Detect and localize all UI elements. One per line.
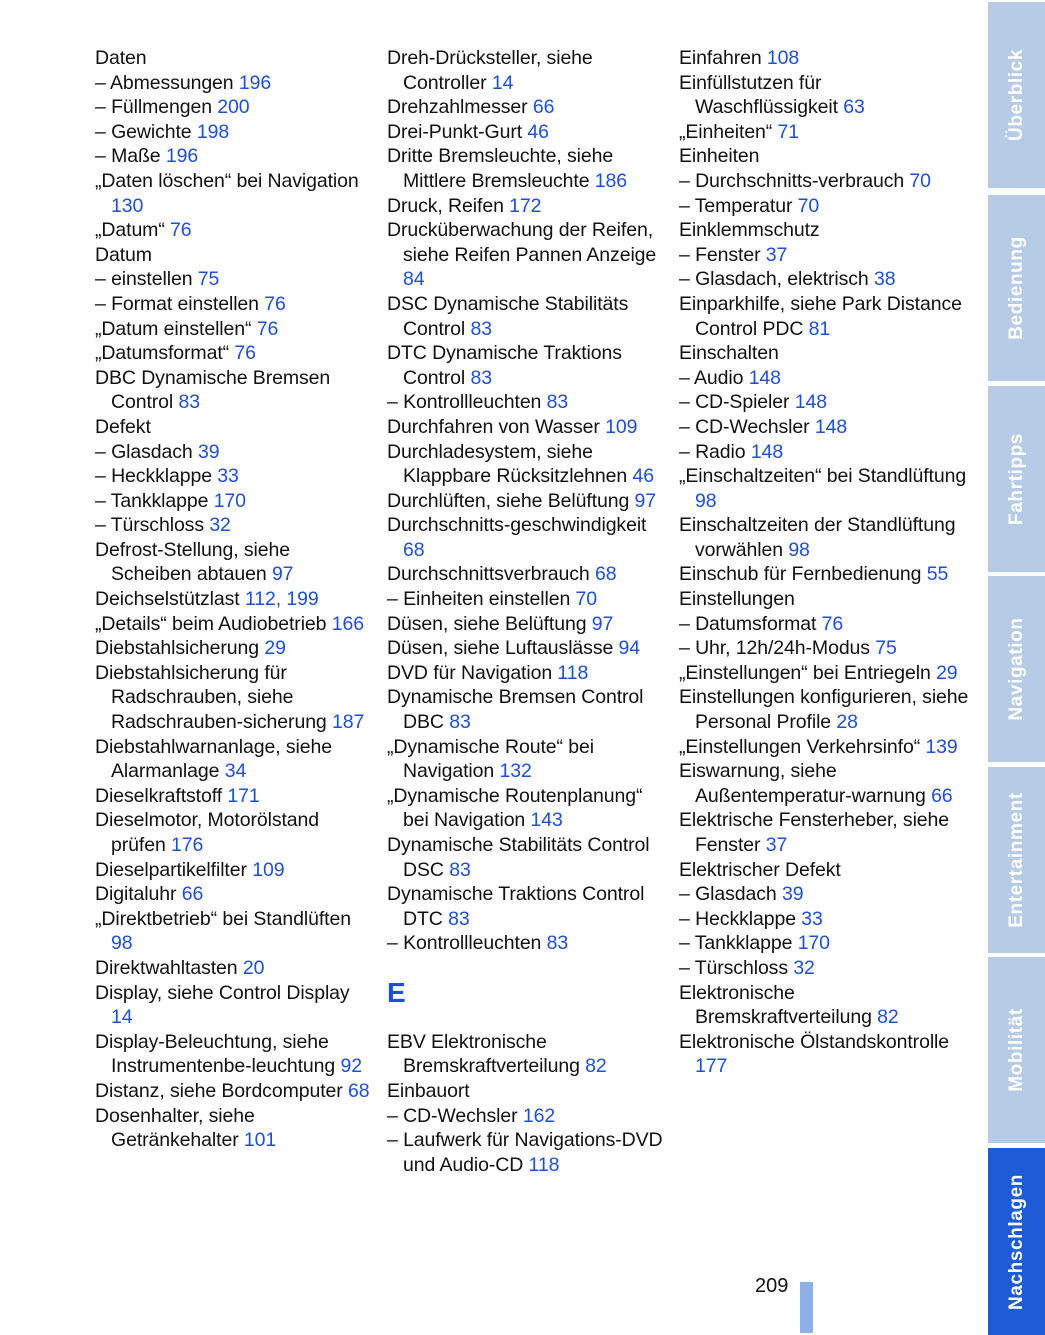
index-entry	[387, 1030, 667, 1079]
index-term: Durchschnitts-geschwindigkeit	[387, 514, 647, 537]
page-reference-link[interactable]: 118	[557, 661, 589, 684]
index-term: Elektronische Bremskraftverteilung	[679, 981, 878, 1029]
index-entry	[679, 956, 969, 981]
index-term: Druck, Reifen	[387, 194, 510, 217]
page-reference-link[interactable]: 132	[499, 760, 532, 783]
page-reference-link[interactable]: 170	[213, 489, 246, 512]
page-reference-link[interactable]: 33	[217, 465, 239, 488]
index-term: Düsen, siehe Luftauslässe	[387, 637, 619, 660]
page-reference-link[interactable]: 34	[224, 760, 247, 783]
index-entry	[679, 808, 969, 857]
index-entry	[95, 882, 375, 907]
page-reference-link[interactable]: 83	[178, 391, 200, 414]
index-entry	[95, 907, 375, 956]
page-reference-link[interactable]: 177	[695, 1055, 728, 1078]
index-entry	[95, 415, 375, 440]
index-term: Deichselstützlast	[95, 588, 245, 611]
index-term: Drei-Punkt-Gurt	[387, 120, 528, 143]
index-entry	[95, 784, 375, 809]
page-reference-link[interactable]: 14	[491, 71, 514, 94]
index-term: „Dynamische Routenplanung“ bei Navigation	[387, 784, 643, 832]
index-term: – CD-Spieler	[679, 391, 795, 414]
page-reference-link[interactable]: 83	[546, 932, 569, 955]
page-reference-link[interactable]: 70	[909, 169, 931, 192]
index-column-2	[387, 46, 667, 1177]
index-entry	[95, 440, 375, 465]
index-entry	[387, 489, 667, 514]
index-term: Einschub für Fernbedienung	[679, 563, 927, 586]
page-number: 209	[755, 1275, 789, 1297]
page-reference-link[interactable]: 68	[348, 1079, 370, 1102]
page-reference-link[interactable]: 46	[632, 465, 654, 488]
index-entry	[387, 661, 667, 686]
chapter-tab-5[interactable]	[988, 957, 1045, 1143]
index-entry	[679, 440, 969, 465]
index-term: – Heckklappe	[95, 465, 218, 488]
index-term: Drehzahlmesser	[387, 96, 533, 119]
page-reference-link[interactable]: 38	[873, 268, 896, 291]
page-reference-link[interactable]: 92	[340, 1055, 362, 1078]
index-entry	[679, 218, 969, 243]
index-entry	[95, 169, 375, 218]
index-term: Display, siehe Control Display	[95, 981, 350, 1004]
index-entry	[387, 882, 667, 931]
page-reference-link[interactable]: 37	[765, 243, 788, 266]
index-term: Einfüllstutzen für Waschflüssigkeit	[679, 71, 844, 119]
index-term: Durchlüften, siehe Belüftung	[387, 489, 635, 512]
chapter-tab-label: Bedienung	[1005, 236, 1027, 340]
index-entry	[95, 1030, 375, 1079]
index-term: Einstellungen konfigurieren, siehe Personal Profile	[679, 686, 969, 734]
page-reference-link[interactable]: 46	[527, 120, 549, 143]
index-term: – Tankklappe	[95, 489, 214, 512]
index-entry	[387, 833, 667, 882]
page-reference-link[interactable]: 82	[585, 1055, 607, 1078]
index-entry	[95, 317, 375, 342]
index-term: „Direktbetrieb“ bei Standlüften	[95, 907, 351, 930]
page-reference-link[interactable]: 94	[618, 637, 641, 660]
index-term: Dynamische Bremsen Control DBC	[387, 686, 644, 734]
index-column-3	[679, 46, 969, 1079]
page-reference-link[interactable]: 70	[797, 194, 820, 217]
index-entry	[95, 243, 375, 268]
index-entry	[95, 489, 375, 514]
chapter-tab-4[interactable]	[988, 767, 1045, 953]
index-entry	[679, 464, 969, 513]
index-entry	[387, 46, 667, 95]
index-term: – Uhr, 12h/24h-Modus	[679, 637, 876, 660]
page-reference-link[interactable]: 81	[808, 317, 831, 340]
page-reference-link[interactable]: 76	[821, 612, 844, 635]
page-reference-link[interactable]: 84	[403, 268, 425, 291]
index-term: – CD-Wechsler	[387, 1104, 523, 1127]
page-reference-link[interactable]: 28	[836, 711, 858, 734]
index-term: – Türschloss	[95, 514, 210, 537]
index-entry	[387, 1104, 667, 1129]
index-letter-heading: E	[387, 976, 406, 1008]
page-reference-link[interactable]: 37	[765, 834, 788, 856]
page-reference-link[interactable]: 83	[546, 391, 569, 414]
index-entry	[95, 981, 375, 1030]
page-reference-link[interactable]: 109	[252, 858, 285, 881]
index-entry	[679, 169, 969, 194]
index-term: DVD für Navigation	[387, 661, 558, 684]
index-term: – Format einstellen	[95, 292, 265, 315]
page-reference-link[interactable]: 187	[332, 711, 365, 734]
page-reference-link[interactable]: 83	[448, 907, 470, 930]
index-term: – Temperatur	[679, 194, 798, 217]
index-term: – Maße	[95, 145, 166, 168]
page-reference-link[interactable]: 148	[750, 440, 784, 463]
page-reference-link[interactable]: 130	[111, 194, 144, 217]
page-reference-link[interactable]: 68	[403, 538, 425, 561]
index-entry	[387, 1079, 667, 1104]
index-term: – Abmessungen	[95, 71, 239, 94]
index-term: Defekt	[95, 415, 151, 438]
page-reference-link[interactable]: 33	[801, 907, 823, 930]
index-term: – einstellen	[95, 268, 198, 291]
index-term: Dosenhalter, siehe Getränkehalter	[95, 1104, 255, 1152]
index-term: Elektronische Ölstandskontrolle	[679, 1030, 950, 1053]
index-entry	[387, 735, 667, 784]
index-entry	[95, 808, 375, 857]
index-entry	[387, 636, 667, 661]
index-entry	[387, 194, 667, 219]
index-term: „Datum“	[95, 219, 171, 242]
index-entry	[679, 243, 969, 268]
page-reference-link[interactable]: 162	[522, 1104, 556, 1127]
index-entry	[95, 1104, 375, 1153]
index-entry	[387, 415, 667, 440]
page-reference-link[interactable]: 76	[170, 219, 192, 242]
index-term: Einschalten	[679, 342, 779, 365]
index-entry	[95, 120, 375, 145]
index-term: Düsen, siehe Belüftung	[387, 612, 592, 635]
index-term: DSC Dynamische Stabilitäts Control	[387, 292, 629, 340]
index-term: – Fenster	[679, 243, 766, 266]
index-term: Datum	[95, 243, 152, 266]
index-entry	[387, 341, 667, 390]
page-reference-link[interactable]: 63	[843, 96, 865, 119]
index-term: DBC Dynamische Bremsen Control	[95, 366, 331, 414]
index-term: Einheiten	[679, 145, 760, 168]
page-reference-link[interactable]: 139	[925, 735, 958, 758]
chapter-tab-6[interactable]	[988, 1148, 1045, 1335]
index-entry	[387, 513, 667, 562]
index-term: – Glasdach, elektrisch	[679, 268, 874, 291]
index-term: Diebstahlwarnanlage, siehe Alarmanlage	[95, 735, 332, 783]
index-entry	[387, 144, 667, 193]
index-entry	[95, 144, 375, 169]
index-entry	[95, 46, 375, 71]
index-term: – Tankklappe	[679, 932, 798, 955]
index-term: – Füllmengen	[95, 96, 218, 119]
index-term: Daten	[95, 47, 147, 69]
index-term: „Details“ beim Audiobetrieb	[95, 612, 332, 635]
page-reference-link[interactable]: 39	[197, 440, 220, 463]
index-term: Diebstahlsicherung	[95, 637, 265, 660]
index-entry	[679, 759, 969, 808]
index-entry	[95, 95, 375, 120]
page-reference-link[interactable]: 186	[594, 169, 628, 192]
index-term: Einbauort	[387, 1079, 470, 1102]
index-term: – Türschloss	[679, 956, 794, 979]
index-entry	[387, 931, 667, 956]
index-term: Elektrische Fensterheber, siehe Fenster	[679, 809, 950, 856]
index-term: „Einschaltzeiten“ bei Standlüftung	[679, 465, 967, 488]
index-entry	[679, 661, 969, 686]
index-entry	[679, 735, 969, 760]
chapter-tab-label: Mobilität	[1005, 1008, 1027, 1092]
index-term: Direktwahltasten	[95, 956, 243, 979]
page-reference-link[interactable]: 83	[449, 711, 471, 734]
page-reference-link[interactable]: 55	[926, 563, 949, 586]
page-reference-link[interactable]: 98	[111, 932, 133, 955]
index-term: – Audio	[679, 366, 749, 389]
index-entry	[679, 513, 969, 562]
index-term: – Kontrollleuchten	[387, 391, 547, 414]
chapter-tab-0[interactable]	[988, 2, 1045, 188]
index-entry	[679, 390, 969, 415]
index-entry	[679, 562, 969, 587]
page-reference-link[interactable]: 97	[591, 612, 614, 635]
index-term: – Datumsformat	[679, 612, 822, 635]
page-reference-link[interactable]: 108	[766, 47, 800, 69]
page-reference-link[interactable]: 148	[794, 391, 827, 414]
page-reference-link[interactable]: 109	[605, 415, 638, 438]
chapter-tab-2[interactable]	[988, 386, 1045, 572]
index-entry	[95, 956, 375, 981]
index-entry	[95, 858, 375, 883]
page-reference-link[interactable]: 20	[242, 956, 265, 979]
index-term: – Gewichte	[95, 120, 197, 143]
index-entry	[679, 292, 969, 341]
index-entry	[95, 292, 375, 317]
index-entry	[387, 95, 667, 120]
index-term: Einstellungen	[679, 588, 795, 611]
index-entry	[387, 1128, 667, 1177]
index-term: Distanz, siehe Bordcomputer	[95, 1079, 348, 1102]
page-reference-link[interactable]: 39	[781, 883, 804, 906]
chapter-tab-1[interactable]	[988, 195, 1045, 381]
index-entry	[387, 685, 667, 734]
page-reference-link[interactable]: 112, 199	[244, 588, 319, 611]
page-reference-link[interactable]: 143	[530, 809, 563, 832]
index-term: Einklemmschutz	[679, 219, 820, 242]
page-reference-link[interactable]: 118	[528, 1153, 560, 1176]
index-term: Drucküberwachung der Reifen, siehe Reifen Pannen Anzeige	[387, 219, 657, 266]
index-term: Einschaltzeiten der Standlüftung vorwählen	[679, 514, 956, 561]
index-entry	[95, 71, 375, 96]
page-reference-link[interactable]: 66	[532, 96, 555, 119]
page-reference-link[interactable]: 97	[271, 563, 294, 586]
index-term: DTC Dynamische Traktions Control	[387, 342, 622, 389]
page-reference-link[interactable]: 97	[634, 489, 657, 512]
page-reference-link[interactable]: 83	[470, 366, 492, 389]
index-entry	[387, 120, 667, 145]
index-term: Eiswarnung, siehe Außentemperatur-warnung	[679, 760, 932, 807]
index-entry	[679, 144, 969, 169]
page-reference-link[interactable]: 148	[814, 415, 848, 438]
index-term: Defrost-Stellung, siehe Scheiben abtauen	[95, 538, 290, 586]
chapter-tabs	[988, 0, 1045, 1335]
page-reference-link[interactable]: 68	[594, 563, 617, 586]
index-entry	[679, 685, 969, 734]
index-entry	[95, 1079, 375, 1104]
index-entry	[95, 341, 375, 366]
page-reference-link[interactable]: 66	[181, 883, 204, 906]
index-entry	[95, 612, 375, 637]
index-term: Elektrischer Defekt	[679, 858, 841, 881]
index-term: Einfahren	[679, 47, 767, 69]
index-entry	[95, 587, 375, 612]
page-reference-link[interactable]: 66	[931, 784, 953, 807]
index-term: „Datumsformat“	[95, 342, 235, 365]
index-term: – Glasdach	[679, 883, 782, 906]
index-entry	[95, 267, 375, 292]
chapter-tab-label: Nachschlagen	[1005, 1173, 1027, 1310]
index-entry	[95, 735, 375, 784]
page-reference-link[interactable]: 76	[234, 342, 256, 365]
page-reference-link[interactable]: 32	[793, 956, 815, 979]
index-term: „Einstellungen Verkehrsinfo“	[679, 735, 926, 758]
page-reference-link[interactable]: 76	[264, 292, 286, 315]
chapter-tab-label: Fahrtipps	[1005, 433, 1027, 525]
index-term: – Einheiten einstellen	[387, 588, 576, 611]
index-term: Diebstahlsicherung für Radschrauben, siehe Radschrauben-sicherung	[95, 661, 332, 734]
page-reference-link[interactable]: 83	[470, 317, 492, 340]
index-entry	[95, 661, 375, 735]
index-entry	[679, 415, 969, 440]
index-entry	[387, 292, 667, 341]
index-entry	[387, 218, 667, 292]
index-column-1	[95, 46, 375, 1153]
index-term: Dreh-Drücksteller, siehe Controller	[387, 47, 593, 94]
index-term: – Glasdach	[95, 440, 198, 463]
page-reference-link[interactable]: 172	[509, 194, 542, 217]
index-entry	[95, 218, 375, 243]
page-reference-link[interactable]: 200	[217, 96, 250, 119]
page-reference-link[interactable]: 82	[877, 1006, 899, 1029]
index-term: – CD-Wechsler	[679, 415, 815, 438]
index-term: – Heckklappe	[679, 907, 802, 930]
index-entry	[679, 46, 969, 71]
page-reference-link[interactable]: 75	[875, 637, 897, 660]
index-entry	[95, 513, 375, 538]
index-entry	[387, 587, 667, 612]
index-term: Digitaluhr	[95, 883, 182, 906]
index-term: – Kontrollleuchten	[387, 932, 547, 955]
page-reference-link[interactable]: 176	[171, 834, 204, 856]
index-term: „Datum einstellen“	[95, 317, 257, 340]
index-term: Dritte Bremsleuchte, siehe Mittlere Bremsleuchte	[387, 145, 614, 192]
index-entry	[679, 882, 969, 907]
index-entry	[679, 858, 969, 883]
page-reference-link[interactable]: 29	[264, 637, 286, 660]
index-term: Durchschnittsverbrauch	[387, 563, 595, 586]
index-entry	[95, 366, 375, 415]
index-entry	[679, 907, 969, 932]
chapter-tab-label: Entertainment	[1005, 792, 1027, 928]
page-reference-link[interactable]: 166	[331, 612, 364, 635]
index-entry	[679, 120, 969, 145]
page-reference-link[interactable]: 76	[256, 317, 279, 340]
index-entry	[679, 981, 969, 1030]
index-entry	[679, 366, 969, 391]
index-entry	[95, 538, 375, 587]
index-term: Display-Beleuchtung, siehe Instrumentenbe-leuchtung	[95, 1030, 341, 1078]
page-reference-link[interactable]: 198	[196, 120, 230, 143]
index-entry	[679, 587, 969, 612]
index-term: „Einstellungen“ bei Entriegeln	[679, 661, 937, 684]
page-reference-link[interactable]: 29	[936, 661, 958, 684]
page-reference-link[interactable]: 83	[449, 858, 471, 881]
index-entry	[679, 71, 969, 120]
page-reference-link[interactable]: 32	[209, 514, 231, 537]
page-marker	[800, 1282, 813, 1333]
index-entry	[679, 341, 969, 366]
chapter-tab-label: Überblick	[1005, 49, 1027, 141]
index-entry	[679, 636, 969, 661]
page-reference-link[interactable]: 70	[575, 588, 598, 611]
chapter-tab-label: Navigation	[1005, 617, 1027, 721]
page-reference-link[interactable]: 148	[748, 366, 781, 389]
page-reference-link[interactable]: 71	[777, 120, 800, 143]
index-term: EBV Elektronische Bremskraftverteilung	[387, 1030, 586, 1078]
index-entry	[387, 390, 667, 415]
index-term: – Radio	[679, 440, 751, 463]
page-reference-link[interactable]: 196	[165, 145, 199, 168]
index-term: Dynamische Stabilitäts Control DSC	[387, 834, 650, 881]
index-term: Dieselpartikelfilter	[95, 858, 253, 881]
index-term: „Daten löschen“ bei Navigation	[95, 169, 359, 192]
page-reference-link[interactable]: 98	[788, 538, 810, 561]
index-entry	[95, 636, 375, 661]
index-term: Dieselmotor, Motorölstand prüfen	[95, 809, 320, 856]
index-term: „Einheiten“	[679, 120, 778, 143]
index-term: Dieselkraftstoff	[95, 784, 228, 807]
index-term: Durchladesystem, siehe Klappbare Rücksitzlehnen	[387, 440, 633, 488]
index-term: Durchfahren von Wasser	[387, 415, 606, 438]
index-entry	[679, 194, 969, 219]
index-entry	[387, 562, 667, 587]
page-reference-link[interactable]: 196	[238, 71, 272, 94]
index-term: Dynamische Traktions Control DTC	[387, 883, 645, 930]
index-entry	[679, 931, 969, 956]
index-entry	[387, 440, 667, 489]
page-reference-link[interactable]: 75	[197, 268, 220, 291]
index-entry	[679, 612, 969, 637]
page-reference-link[interactable]: 98	[695, 489, 717, 512]
index-term: Einparkhilfe, siehe Park Distance Control PDC	[679, 292, 962, 340]
chapter-tab-3[interactable]	[988, 576, 1045, 762]
index-entry	[387, 784, 667, 833]
page-reference-link[interactable]: 171	[227, 784, 260, 807]
index-entry	[95, 464, 375, 489]
page-reference-link[interactable]: 101	[243, 1129, 277, 1152]
index-entry	[387, 612, 667, 637]
index-entry	[679, 267, 969, 292]
index-term: „Dynamische Route“ bei Navigation	[387, 735, 594, 783]
page-reference-link[interactable]: 170	[797, 932, 830, 955]
index-term: – Laufwerk für Navigations-DVD und Audio-CD	[387, 1129, 663, 1176]
index-term: – Durchschnitts-verbrauch	[679, 169, 910, 192]
index-entry	[679, 1030, 969, 1079]
page-reference-link[interactable]: 14	[111, 1006, 133, 1029]
